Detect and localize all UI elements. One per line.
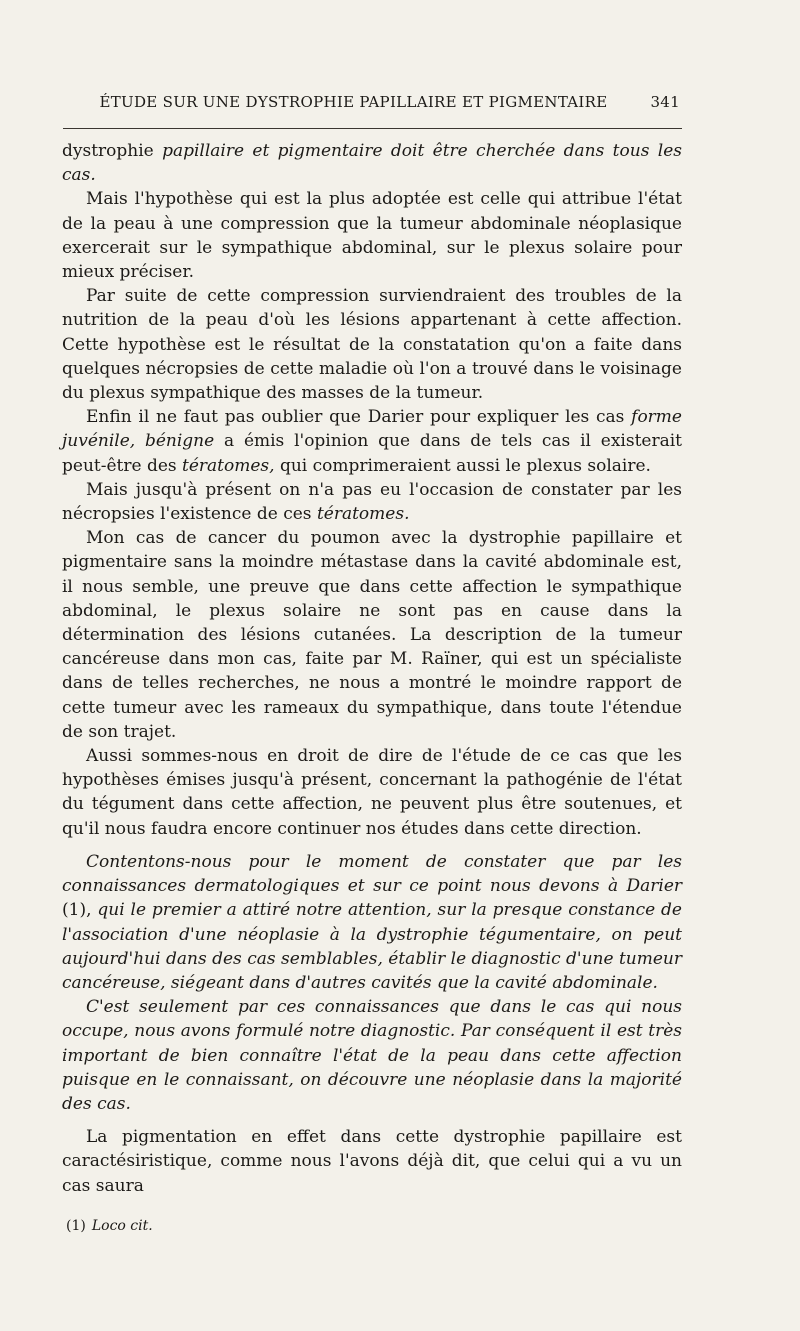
body-text bbox=[62, 139, 682, 1198]
paragraph bbox=[62, 850, 682, 995]
text-segment: Enfin il ne faut pas oublier que Darier pour expliquer les cas bbox=[86, 407, 632, 428]
paragraph bbox=[62, 526, 682, 744]
footnote-text: Loco cit. bbox=[91, 1218, 153, 1234]
text-segment: qui comprimeraient aussi le plexus solaire. bbox=[274, 455, 651, 476]
text-segment: La pigmentation en effet dans cette dystrophie papillaire est caractésiristique, comme nous l'avons déjà dit, que celui qui a vu un cas saura bbox=[62, 1127, 682, 1196]
paragraph bbox=[62, 139, 682, 187]
text-segment: Mon cas de cancer du poumon avec la dystrophie papillaire et pigmentaire sans la moindre métastase dans la cavité abdominale est, il nous semble, une preuve que dans cette affection le sympathique abdominal, le plexus solaire ne sont pas en cause dans la détermination des lésions cutanées. La description de la tumeur cancéreuse dans mon cas, faite par M. Raïner, qui est un spécialiste dans de telles recherches, ne nous a montré le moindre rapport de cette tumeur avec les rameaux du sympathique, dans toute l'étendue de son trajet. bbox=[62, 528, 682, 742]
italic-text: papillaire et pigmentaire doit être cherchée dans tous les cas. bbox=[62, 141, 682, 186]
running-header bbox=[63, 90, 680, 114]
text-segment: Mais l'hypothèse qui est la plus adoptée est celle qui attribue l'état de la peau à une compression que la tumeur abdominale néoplasique exercerait sur le sympathique abdominal, sur le plexus solaire pour mieux préciser. bbox=[62, 189, 682, 283]
text-segment: (1), bbox=[62, 900, 92, 921]
running-title: ÉTUDE SUR UNE DYSTROPHIE PAPILLAIRE ET PIGMENTAIRE bbox=[99, 93, 608, 111]
paragraph bbox=[62, 744, 682, 841]
text-segment: Par suite de cette compression surviendraient des troubles de la nutrition de la peau d'où les lésions appartenant à cette affection. Cette hypothèse est le résultat de la constatation qu'on a faite dans quelques nécropsies de cette maladie où l'on a trouvé dans le voisinage du plexus sympathique des masses de la tumeur. bbox=[62, 286, 682, 404]
paragraph bbox=[62, 1125, 682, 1198]
paragraph bbox=[62, 284, 682, 405]
text-segment: dystrophie bbox=[62, 141, 163, 161]
italic-text: Contentons-nous pour le moment de constater que par les connaissances dermatologiques et sur ce point nous devons à Darier bbox=[62, 851, 682, 897]
paragraph bbox=[62, 478, 682, 526]
italic-text: qui le premier a attiré notre attention, sur la presque constance de l'association d'une néoplasie à la dystrophie tégumentaire, on peut aujourd'hui dans des cas semblables, établir le diagnostic d'une tumeur cancéreuse, siégeant dans d'autres cavités que la cavité abdominale. bbox=[62, 900, 682, 993]
footnote-marker: (1) bbox=[66, 1218, 86, 1234]
header-rule bbox=[63, 128, 682, 129]
italic-text: C'est seulement par ces connaissances que dans le cas qui nous occupe, nous avons formulé notre diagnostic. Par conséquent il est très important de bien connaître l'état de la peau dans cette affection puisque en le connaissant, on découvre une néoplasie dans la majorité des cas. bbox=[62, 997, 682, 1114]
text-segment: a émis l'opinion que dans de tels cas il existerait peut-être des bbox=[62, 431, 682, 476]
italic-text: forme juvénile, bénigne bbox=[62, 407, 682, 452]
text-segment: Aussi sommes-nous en droit de dire de l'étude de ce cas que les hypothèses émises jusqu'à présent, concernant la pathogénie de l'état du tégument dans cette affection, ne peuvent plus être soutenues, et qu'il nous faudra encore continuer nos études dans cette direction. bbox=[62, 746, 682, 839]
italic-text: tératomes, bbox=[182, 455, 275, 476]
text-segment: Mais jusqu'à présent on n'a pas eu l'occasion de constater par les nécropsies l'existence de ces bbox=[62, 479, 682, 525]
italic-text: tératomes. bbox=[316, 504, 410, 525]
paragraph bbox=[62, 187, 682, 284]
page-number: 341 bbox=[650, 93, 680, 111]
paragraph bbox=[62, 995, 682, 1116]
paragraph bbox=[62, 405, 682, 478]
footnote bbox=[66, 1218, 153, 1234]
